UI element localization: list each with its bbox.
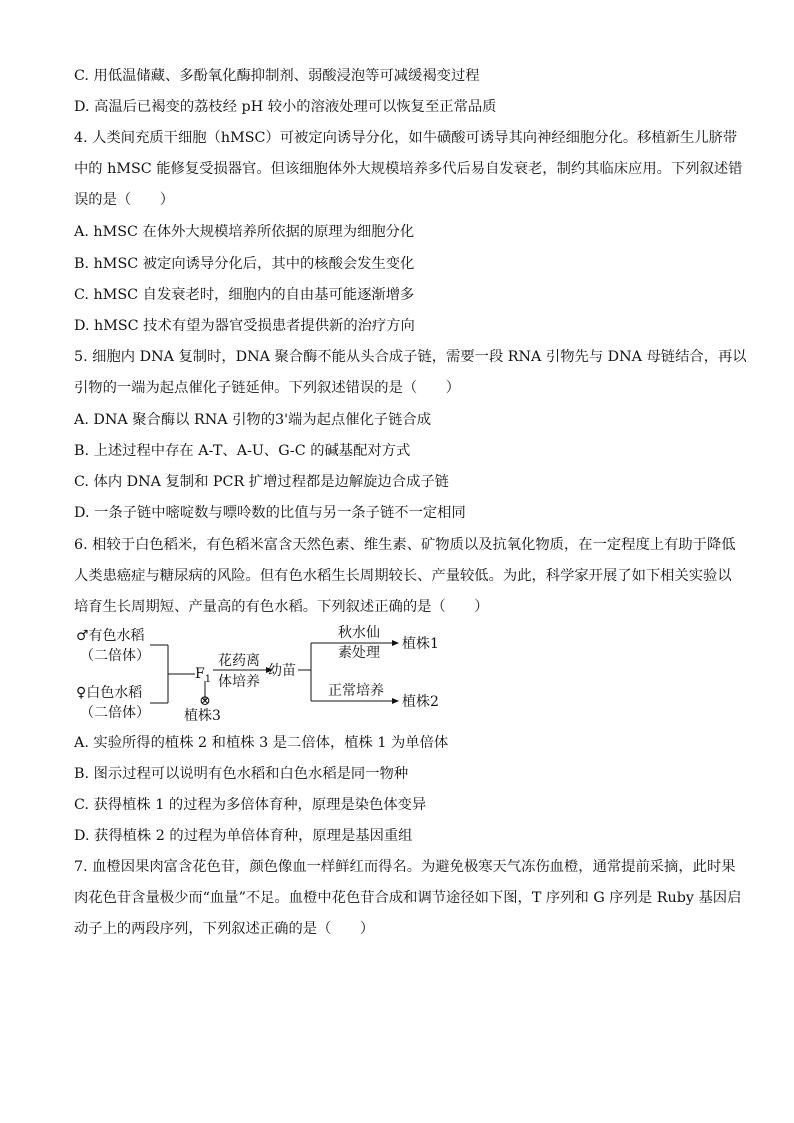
q4-stem-line-2: 中的 hMSC 能修复受损器官。但该细胞体外大规模培养多代后易自发衰老，制约其临床应用。下列叙述错 <box>74 161 743 177</box>
plant-1-label: 植株1 <box>402 636 439 652</box>
anther-culture-label-1: 花药离 <box>218 653 260 669</box>
colchicine-label-1: 秋水仙 <box>338 625 380 641</box>
q4-option-d: D. hMSC 技术有望为器官受损患者提供新的治疗方向 <box>74 318 415 334</box>
q7-stem-line-3: 动子上的两段序列，下列叙述正确的是（ ） <box>74 921 375 937</box>
q6-stem-line-1: 6. 相较于白色稻米，有色稻米富含天然色素、维生素、矿物质以及抗氧化物质，在一定程度上有助于降低 <box>74 537 736 553</box>
q7-stem-line-2: 肉花色苷含量极少而“血量”不足。血橙中花色苷合成和调节途径如下图，T 序列和 G 序列是 Ruby 基因启 <box>74 890 742 906</box>
q5-option-b: B. 上述过程中存在 A-T、A-U、G-C 的碱基配对方式 <box>74 443 411 459</box>
q6-stem-line-3: 培育生长周期短、产量高的有色水稻。下列叙述正确的是（ ） <box>74 599 489 615</box>
q7-stem-line-1: 7. 血橙因果肉富含花色苷，颜色像血一样鲜红而得名。为避免极寒天气冻伤血橙，通常提前采摘，此时果 <box>74 859 736 875</box>
q5-option-d: D. 一条子链中嘧啶数与嘌呤数的比值与另一条子链不一定相同 <box>74 505 466 521</box>
female-parent-label: ♀白色水稻 <box>76 685 143 701</box>
q4-option-a: A. hMSC 在体外大规模培养所依据的原理为细胞分化 <box>74 224 415 240</box>
q3-option-c: C. 用低温储藏、多酚氧化酶抑制剂、弱酸浸泡等可减缓褐变过程 <box>74 68 480 84</box>
seedling-label: 幼苗 <box>268 663 296 679</box>
q5-option-a: A. DNA 聚合酶以 RNA 引物的3'端为起点催化子链合成 <box>74 412 432 428</box>
q4-stem-line-1: 4. 人类间充质干细胞（hMSC）可被定向诱导分化，如牛磺酸可诱导其向神经细胞分化。移植新生儿脐带 <box>74 130 738 146</box>
male-parent-label: ♂有色水稻 <box>76 628 145 644</box>
q4-option-c: C. hMSC 自发衰老时，细胞内的自由基可能逐渐增多 <box>74 287 415 303</box>
q6-option-b: B. 图示过程可以说明有色水稻和白色水稻是同一物种 <box>74 766 409 782</box>
q3-option-d: D. 高温后已褐变的荔枝经 pH 较小的溶液处理可以恢复至正常品质 <box>74 99 497 115</box>
selfing-symbol: ⊗ <box>199 693 211 709</box>
anther-culture-label-2: 体培养 <box>218 674 260 690</box>
q5-stem-line-1: 5. 细胞内 DNA 复制时，DNA 聚合酶不能从头合成子链，需要一段 RNA 引物先与 DNA 母链结合，再以 <box>74 349 747 365</box>
plant-2-label: 植株2 <box>402 694 439 710</box>
q6-option-d: D. 获得植株 2 的过程为单倍体育种，原理是基因重组 <box>74 828 413 844</box>
colchicine-arrowhead <box>392 640 399 646</box>
q6-stem-line-2: 人类患癌症与糖尿病的风险。但有色水稻生长周期较长、产量较低。为此，科学家开展了如下相关实验以 <box>74 568 732 584</box>
male-parent-ploidy: （二倍体） <box>80 648 150 664</box>
q4-stem-line-3: 误的是（ ） <box>74 192 175 208</box>
q6-option-a: A. 实验所得的植株 2 和植株 3 是二倍体，植株 1 为单倍体 <box>74 735 449 751</box>
normal-culture-arrowhead <box>392 698 399 704</box>
f1-label: $F_1$ <box>195 666 212 685</box>
q6-option-c: C. 获得植株 1 的过程为多倍体育种，原理是染色体变异 <box>74 797 427 813</box>
female-parent-ploidy: （二倍体） <box>80 705 150 721</box>
q5-stem-line-2: 引物的一端为起点催化子链延伸。下列叙述错误的是（ ） <box>74 380 461 396</box>
plant-3-label: 植株3 <box>184 708 221 724</box>
colchicine-label-2: 素处理 <box>338 645 380 661</box>
normal-culture-label: 正常培养 <box>328 683 384 699</box>
q4-option-b: B. hMSC 被定向诱导分化后，其中的核酸会发生变化 <box>74 256 415 272</box>
q5-option-c: C. 体内 DNA 复制和 PCR 扩增过程都是边解旋边合成子链 <box>74 474 449 490</box>
